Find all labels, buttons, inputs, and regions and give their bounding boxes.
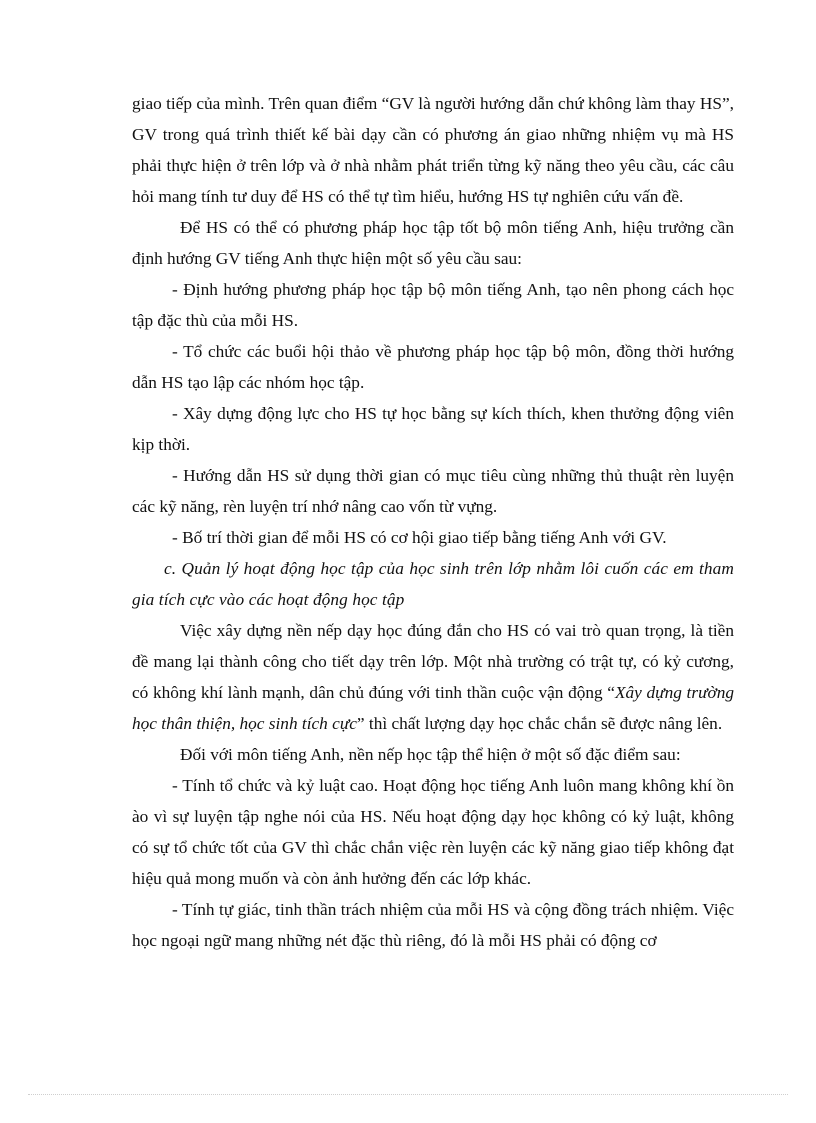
campaign-name: Xây dựng trường học thân thiện, học sinh tích cực [132,683,735,733]
document-body [132,88,734,956]
paragraph-intro-continuation: giao tiếp của mình. Trên quan điểm “GV là người hướng dẫn chứ không làm thay HS”, GV trong quá trình thiết kế bài dạy cần có phương án giao những nhiệm vụ mà HS phải thực hiện ở trên lớp và ở nhà nhằm phát triển từng kỹ năng theo yêu cầu, các câu hỏi mang tính tư duy để HS có thể tự tìm hiểu, hướng HS tự nghiên cứu vấn đề. [132,94,734,206]
paragraph-requirements-intro: Để HS có thể có phương pháp học tập tốt bộ môn tiếng Anh, hiệu trưởng cần định hướng GV tiếng Anh thực hiện một số yêu cầu sau: [132,218,734,268]
paragraph-discipline-end: ” thì chất lượng dạy học chắc chắn sẽ được nâng lên. [356,714,723,733]
bullet-workshops: - Tổ chức các buổi hội thảo về phương pháp học tập bộ môn, đồng thời hướng dẫn HS tạo lập các nhóm học tập. [132,342,734,392]
bullet-time-usage: - Hướng dẫn HS sử dụng thời gian có mục tiêu cùng những thủ thuật rèn luyện các kỹ năng, rèn luyện trí nhớ nâng cao vốn từ vựng. [132,466,734,516]
paragraph-discipline [132,615,734,739]
paragraph-english-features: Đối với môn tiếng Anh, nền nếp học tập thể hiện ở một số đặc điểm sau: [180,745,681,764]
bullet-organization: - Tính tổ chức và kỷ luật cao. Hoạt động học tiếng Anh luôn mang không khí ồn ào vì sự luyện tập nghe nói của HS. Nếu hoạt động dạy học không có kỷ luật, không có sự tổ chức tốt của GV thì chắc chắn việc rèn luyện các kỹ năng giao tiếp không đạt hiệu quả mong muốn và còn ảnh hưởng đến các lớp khác. [132,776,734,888]
bullet-self-discipline: - Tính tự giác, tinh thần trách nhiệm của mỗi HS và cộng đồng trách nhiệm. Việc học ngoại ngữ mang những nét đặc thù riêng, đó là mỗi HS phải có động cơ [132,900,734,950]
paragraph-discipline-text: Việc xây dựng nền nếp dạy học đúng đắn cho HS có vai trò quan trọng, là tiền đề mang lại thành công cho tiết dạy trên lớp. Một nhà trường có trật tự, có kỷ cương, có không khí lành mạnh, dân chủ đúng với tinh thần cuộc vận động “ [132,621,734,702]
bullet-communication-time: - Bố trí thời gian để mỗi HS có cơ hội giao tiếp bằng tiếng Anh với GV. [172,528,667,547]
bullet-learning-method: - Định hướng phương pháp học tập bộ môn tiếng Anh, tạo nên phong cách học tập đặc thù của mỗi HS. [132,280,734,330]
section-heading-c: c. Quản lý hoạt động học tập của học sinh trên lớp nhằm lôi cuốn các em tham gia tích cực vào các hoạt động học tập [132,559,734,609]
bullet-motivation: - Xây dựng động lực cho HS tự học bằng sự kích thích, khen thưởng động viên kịp thời. [132,404,734,454]
page-footer-divider [28,1094,788,1095]
